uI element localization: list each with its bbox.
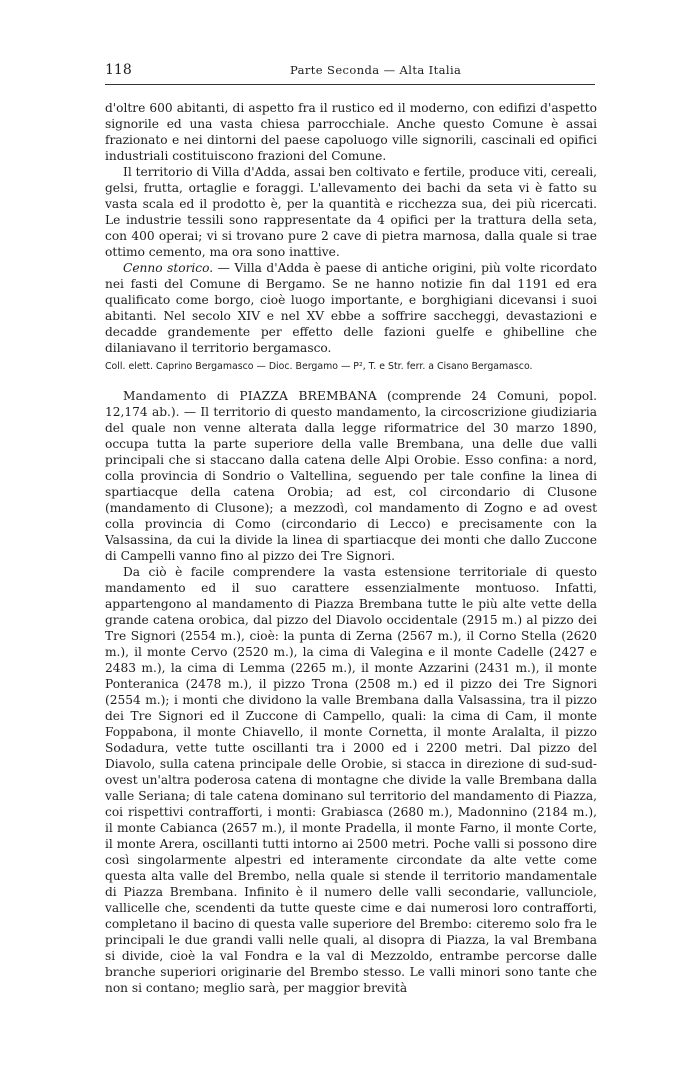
paragraph-villa-dadda-description: d'oltre 600 abitanti, di aspetto fra il rustico ed il moderno, con edifizi d'aspetto signorile ed una vasta chiesa parrocchiale. Anche questo Comune è assai frazionato e nei dintorni del paese capoluogo ville signorili, cascinali ed opifici industriali costituiscono frazioni del Comune. [105, 101, 597, 163]
historical-note-text: — Villa d'Adda è paese di antiche origini, più volte ricordato nei fasti del Comune di Bergamo. Se ne hanno notizie fin dal 1191 ed era qualificato come borgo, cioè luogo importante, e borghigiani dicevansi i suoi abitanti. Nel secolo XIV e nel XV ebbe a soffrire saccheggi, devastazioni e decadde grandemente per effetto delle fazioni guelfe e ghibelline che dilaniavano il territorio bergamasco. [105, 261, 598, 355]
page-number: 118 [105, 62, 132, 78]
electoral-note: Coll. elett. Caprino Bergamasco — Dioc. Bergamo — P², T. e Str. ferr. a Cisano Bergamasco. [105, 361, 533, 372]
running-head: Parte Seconda — Alta Italia [290, 63, 462, 77]
historical-note-lead: Cenno storico. [123, 261, 214, 275]
paragraph-mountains: Da ciò è facile comprendere la vasta estensione territoriale di questo mandamento ed il suo carattere essenzialmente montuoso. Infatti, appartengono al mandamento di Piazza Brembana tutte le più alte vette della grande catena orobica, dal pizzo del Diavolo occidentale (2915 m.) al pizzo dei Tre Signori (2554 m.), cioè: la punta di Zerna (2567 m.), il Corno Stella (2620 m.), il monte Cervo (2520 m.), la cima di Valegina e il monte Cadelle (2427 e 2483 m.), la cima di Lemma (2265 m.), il monte Azzarini (2431 m.), il monte Ponteranica (2478 m.), il pizzo Trona (2508 m.) ed il pizzo dei Tre Signori (2554 m.); i monti che dividono la valle Brembana dalla Valsassina, tra il pizzo dei Tre Signori ed il Zuccone di Campello, quali: la cima di Cam, il monte Foppabona, il monte Chiavello, il monte Cornetta, il monte Aralalta, il pizzo Sodadura, vette tutte oscillanti tra i 2000 ed i 2200 metri. Dal pizzo del Diavolo, sulla catena principale delle Orobie, si stacca in direzione di sud-sud-ovest un'altra poderosa catena di montagne che divide la valle Brembana dalla valle Seriana; di tale catena dominano sul territorio del mandamento di Piazza, coi rispettivi contrafforti, i monti: Grabiasca (2680 m.), Madonnino (2184 m.), il monte Cabianca (2657 m.), il monte Pradella, il monte Farno, il monte Corte, il monte Arera, oscillanti tutti intorno ai 2500 metri. Poche valli si possono dire così singolarmente alpestri ed interamente circondate da alte vette come questa alta valle del Brembo, nella quale si stende il territorio mandamentale di Piazza Brembana. Infinito è il numero delle valli secondarie, vallunciole, vallicelle che, scendenti da tutte queste cime e dai numerosi loro contrafforti, completano il bacino di questa valle superiore del Brembo: citeremo solo fra le principali le due grandi valli nelle quali, al disopra di Piazza, la val Brembana si divide, cioè la val Fondra e la val di Mezzoldo, entrambe percorse dalle branche superiori originarie del Brembo stesso. Le valli minori sono tante che non si contano; meglio sarà, per maggior brevità [105, 565, 597, 995]
paragraph-villa-dadda-territory: Il territorio di Villa d'Adda, assai ben coltivato e fertile, produce viti, cereali, gelsi, frutta, ortaglie e foraggi. L'allevamento dei bachi da seta vi è fatto su vasta scala ed il prodotto è, per la quantità e ricchezza sua, dei più ricercati. Le industrie tessili sono rappresentate da 4 opifici per la trattura della seta, con 400 operai; vi si trovano pure 2 cave di pietra marnosa, dalla quale si trae ottimo cemento, ma ora sono inattive. [105, 165, 597, 259]
page-header [105, 62, 595, 85]
district-text: (comprende 24 Comuni, popol. 12,174 ab.). — Il territorio di questo mandamento, la circoscrizione giudiziaria del quale non venne alterata dalla legge riformatrice del 30 marzo 1890, occupa tutta la parte superiore della valle Brembana, una delle due valli principali che si staccano dalla catena delle Alpi Orobie. Esso confina: a nord, colla provincia di Sondrio o Valtellina, seguendo per tale confine la linea di spartiacque della catena Orobia; ad est, col circondario di Clusone (mandamento di Clusone); a mezzodì, col mandamento di Zogno e ad ovest colla provincia di Como (circondario di Lecco) e precisamente con la Valsassina, da cui la divide la linea di spartiacque dei monti che dallo Zuccone di Campelli vanno fino al pizzo dei Tre Signori. [105, 389, 597, 563]
paragraph-district-piazza-brembana [105, 388, 597, 564]
body-text [105, 100, 597, 996]
district-title: Mandamento di PIAZZA BREMBANA [123, 389, 377, 403]
paragraph-historical-note [105, 260, 597, 356]
